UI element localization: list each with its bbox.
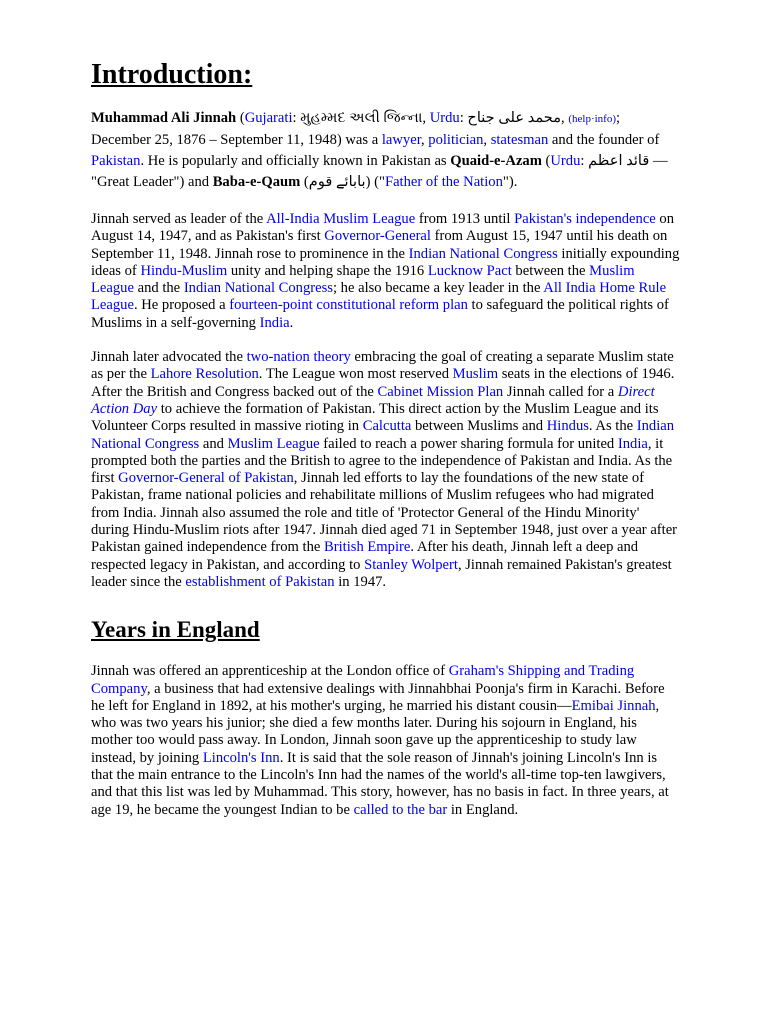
text-run: , a business that had extensive dealings with Jinnahbhai Poonja's firm in Karachi. Before he left for England in 1892, at his mother's urging, he married his distant cousin— bbox=[91, 680, 665, 714]
text-run: , who was two years his junior; she died a few months later. During his sojourn in England, his mother too would pass away. In London, Jinnah soon gave up the apprenticeship to study law instead, by joining bbox=[91, 697, 660, 766]
link-all-india-muslim-league[interactable]: All-India Muslim League bbox=[266, 211, 416, 227]
text-run: Jinnah served as leader of the bbox=[91, 211, 267, 227]
link-gujarati[interactable]: Gujarati bbox=[244, 110, 293, 126]
text-run: . The League won most reserved bbox=[258, 366, 453, 383]
text-run: , Jinnah led efforts to lay the foundations of the new state of Pakistan, frame national policies and rehabilitate millions of Muslim refugees who had migrated from India. Jinnah also assumed the role and title of 'Protector General of the Hindu Minority' during Hindu-Muslim riots after 1947. Jinnah died aged 71 in September 1948, just over a year after Pakistan gained independence from the bbox=[91, 470, 678, 556]
link-direct-action-day[interactable]: Direct Action Day bbox=[91, 383, 655, 417]
link-cabinet-mission-plan[interactable]: Cabinet Mission Plan bbox=[377, 383, 504, 400]
text-run: . It is said that the sole reason of Jinnah's joining Lincoln's Inn is that the main entrance to the Lincoln's Inn had the names of the world's all-time top-ten lawgivers, and that this list was led by Muhammad. This story, however, has no basis in fact. In three years, at age 19, he became the youngest Indian to be bbox=[91, 749, 669, 818]
text-run: ; he also became a key leader in the bbox=[332, 280, 544, 297]
england-paragraph bbox=[91, 663, 681, 819]
link-muslim-league[interactable]: Muslim League bbox=[91, 262, 635, 297]
link-indian-national-congress[interactable]: Indian National Congress bbox=[408, 245, 558, 262]
introduction-heading: Introduction: bbox=[91, 59, 253, 90]
link-hindus[interactable]: Hindus bbox=[546, 418, 589, 435]
title-quaid-e-azam: Quaid-e-Azam bbox=[450, 153, 542, 169]
document-page bbox=[91, 56, 681, 819]
title-baba-e-qaum: Baba-e-Qaum bbox=[212, 174, 301, 190]
text-run: unity and helping shape the 1916 bbox=[227, 262, 428, 279]
intro-paragraph bbox=[91, 108, 681, 193]
link-stanley-wolpert[interactable]: Stanley Wolpert bbox=[364, 556, 458, 573]
link-indian-national-congress-3[interactable]: Indian National Congress bbox=[91, 418, 675, 452]
link-lawyer[interactable]: lawyer bbox=[381, 132, 421, 148]
link-called-to-the-bar[interactable]: called to the bar bbox=[353, 801, 448, 818]
link-politician[interactable]: politician bbox=[428, 132, 484, 148]
link-home-rule-league[interactable]: All India Home Rule League bbox=[91, 280, 667, 314]
link-governor-general[interactable]: Governor-General bbox=[324, 228, 431, 245]
text-run: . He is popularly and officially known in Pakistan as bbox=[140, 153, 451, 169]
text-run: . After his death, Jinnah left a deep and respected legacy in Pakistan, and according to bbox=[91, 539, 639, 573]
text-run: , bbox=[483, 132, 491, 148]
link-father-of-the-nation[interactable]: Father of the Nation bbox=[384, 174, 503, 190]
link-india-2[interactable]: India bbox=[617, 435, 648, 452]
urdu-title-text: : قائد اعظم — "Great Leader") and bbox=[91, 153, 668, 190]
text-run: in England. bbox=[447, 801, 519, 818]
text-run: in 1947. bbox=[334, 573, 387, 590]
link-emibai-jinnah[interactable]: Emibai Jinnah bbox=[571, 697, 656, 714]
link-pakistan[interactable]: Pakistan bbox=[91, 153, 141, 169]
text-run: , Jinnah remained Pakistan's greatest leader since the bbox=[91, 556, 672, 590]
link-hindu-muslim[interactable]: Hindu-Muslim bbox=[140, 262, 228, 279]
text-run: ( bbox=[236, 110, 245, 126]
link-calcutta[interactable]: Calcutta bbox=[362, 418, 412, 435]
text-run: , bbox=[420, 132, 429, 148]
link-urdu[interactable]: Urdu bbox=[429, 110, 460, 126]
text-run: on August 14, 1947, and as Pakistan's first bbox=[91, 211, 675, 245]
link-muslim[interactable]: Muslim bbox=[452, 366, 499, 383]
later-life-paragraph bbox=[91, 349, 681, 591]
text-run: to safeguard the political rights of Muslims in a self-governing bbox=[91, 297, 669, 331]
text-run: Jinnah later advocated the bbox=[91, 349, 247, 366]
text-run: and the founder of bbox=[548, 132, 660, 148]
text-run: between the bbox=[511, 262, 590, 279]
text-run: ( bbox=[541, 153, 551, 169]
link-urdu-2[interactable]: Urdu bbox=[550, 153, 581, 169]
link-grahams-shipping[interactable]: Graham's Shipping and Trading Company bbox=[91, 663, 635, 697]
text-run: to achieve the formation of Pakistan. This direct action by the Muslim League and its Volunteer Corps resulted in massive rioting in bbox=[91, 400, 659, 435]
text-run: . As the bbox=[588, 418, 637, 435]
text-run: "). bbox=[502, 174, 518, 190]
text-run: between Muslims and bbox=[411, 418, 547, 435]
text-run: ; December 25, 1876 – September 11, 1948) was a bbox=[91, 110, 621, 148]
link-fourteen-point-plan[interactable]: fourteen-point constitutional reform plan bbox=[229, 297, 468, 314]
text-run: Jinnah was offered an apprenticeship at the London office of bbox=[91, 663, 449, 680]
urdu-name-text: : محمد علی جناح, bbox=[459, 110, 569, 126]
text-run: initially expounding ideas of bbox=[91, 245, 680, 279]
text-run: and bbox=[199, 435, 228, 452]
text-run: . bbox=[289, 314, 294, 331]
text-run: and the bbox=[133, 280, 184, 297]
gujarati-name-text: : મુહમ્મદ અલી જિન્ના, bbox=[292, 110, 430, 126]
link-british-empire[interactable]: British Empire bbox=[324, 539, 411, 556]
leadership-paragraph bbox=[91, 211, 681, 332]
text-run: embracing the goal of creating a separate Muslim state as per the bbox=[91, 349, 674, 383]
text-run: from 1913 until bbox=[415, 211, 515, 227]
text-run: Jinnah called for a bbox=[503, 383, 618, 400]
link-two-nation-theory[interactable]: two-nation theory bbox=[246, 349, 351, 366]
link-governor-general-of-pakistan[interactable]: Governor-General of Pakistan bbox=[118, 470, 294, 487]
link-india[interactable]: India bbox=[259, 314, 290, 331]
urdu-title-text-2: (بابائے قوم) (" bbox=[300, 174, 385, 190]
text-run: , it prompted both the parties and the British to agree to the independence of Pakistan and India. As the first bbox=[91, 435, 673, 487]
text-run: from August 15, 1947 until his death on September 11, 1948. Jinnah rose to prominence in the bbox=[91, 228, 668, 262]
years-in-england-heading: Years in England bbox=[91, 617, 260, 643]
link-lucknow-pact[interactable]: Lucknow Pact bbox=[427, 262, 512, 279]
link-statesman[interactable]: statesman bbox=[490, 132, 549, 148]
link-pakistans-independence[interactable]: Pakistan's independence bbox=[514, 211, 656, 227]
text-run: . He proposed a bbox=[133, 297, 230, 314]
subject-name: Muhammad Ali Jinnah bbox=[91, 110, 237, 126]
link-lahore-resolution[interactable]: Lahore Resolution bbox=[150, 366, 259, 383]
link-muslim-league-2[interactable]: Muslim League bbox=[227, 435, 320, 452]
text-run: seats in the elections of 1946. After the British and Congress backed out of the bbox=[91, 366, 675, 400]
link-establishment-of-pakistan[interactable]: establishment of Pakistan bbox=[185, 573, 335, 590]
link-lincolns-inn[interactable]: Lincoln's Inn bbox=[202, 749, 280, 766]
link-help-info[interactable]: (help·info) bbox=[568, 113, 616, 125]
link-indian-national-congress-2[interactable]: Indian National Congress bbox=[183, 280, 333, 297]
text-run: failed to reach a power sharing formula for united bbox=[319, 435, 618, 452]
